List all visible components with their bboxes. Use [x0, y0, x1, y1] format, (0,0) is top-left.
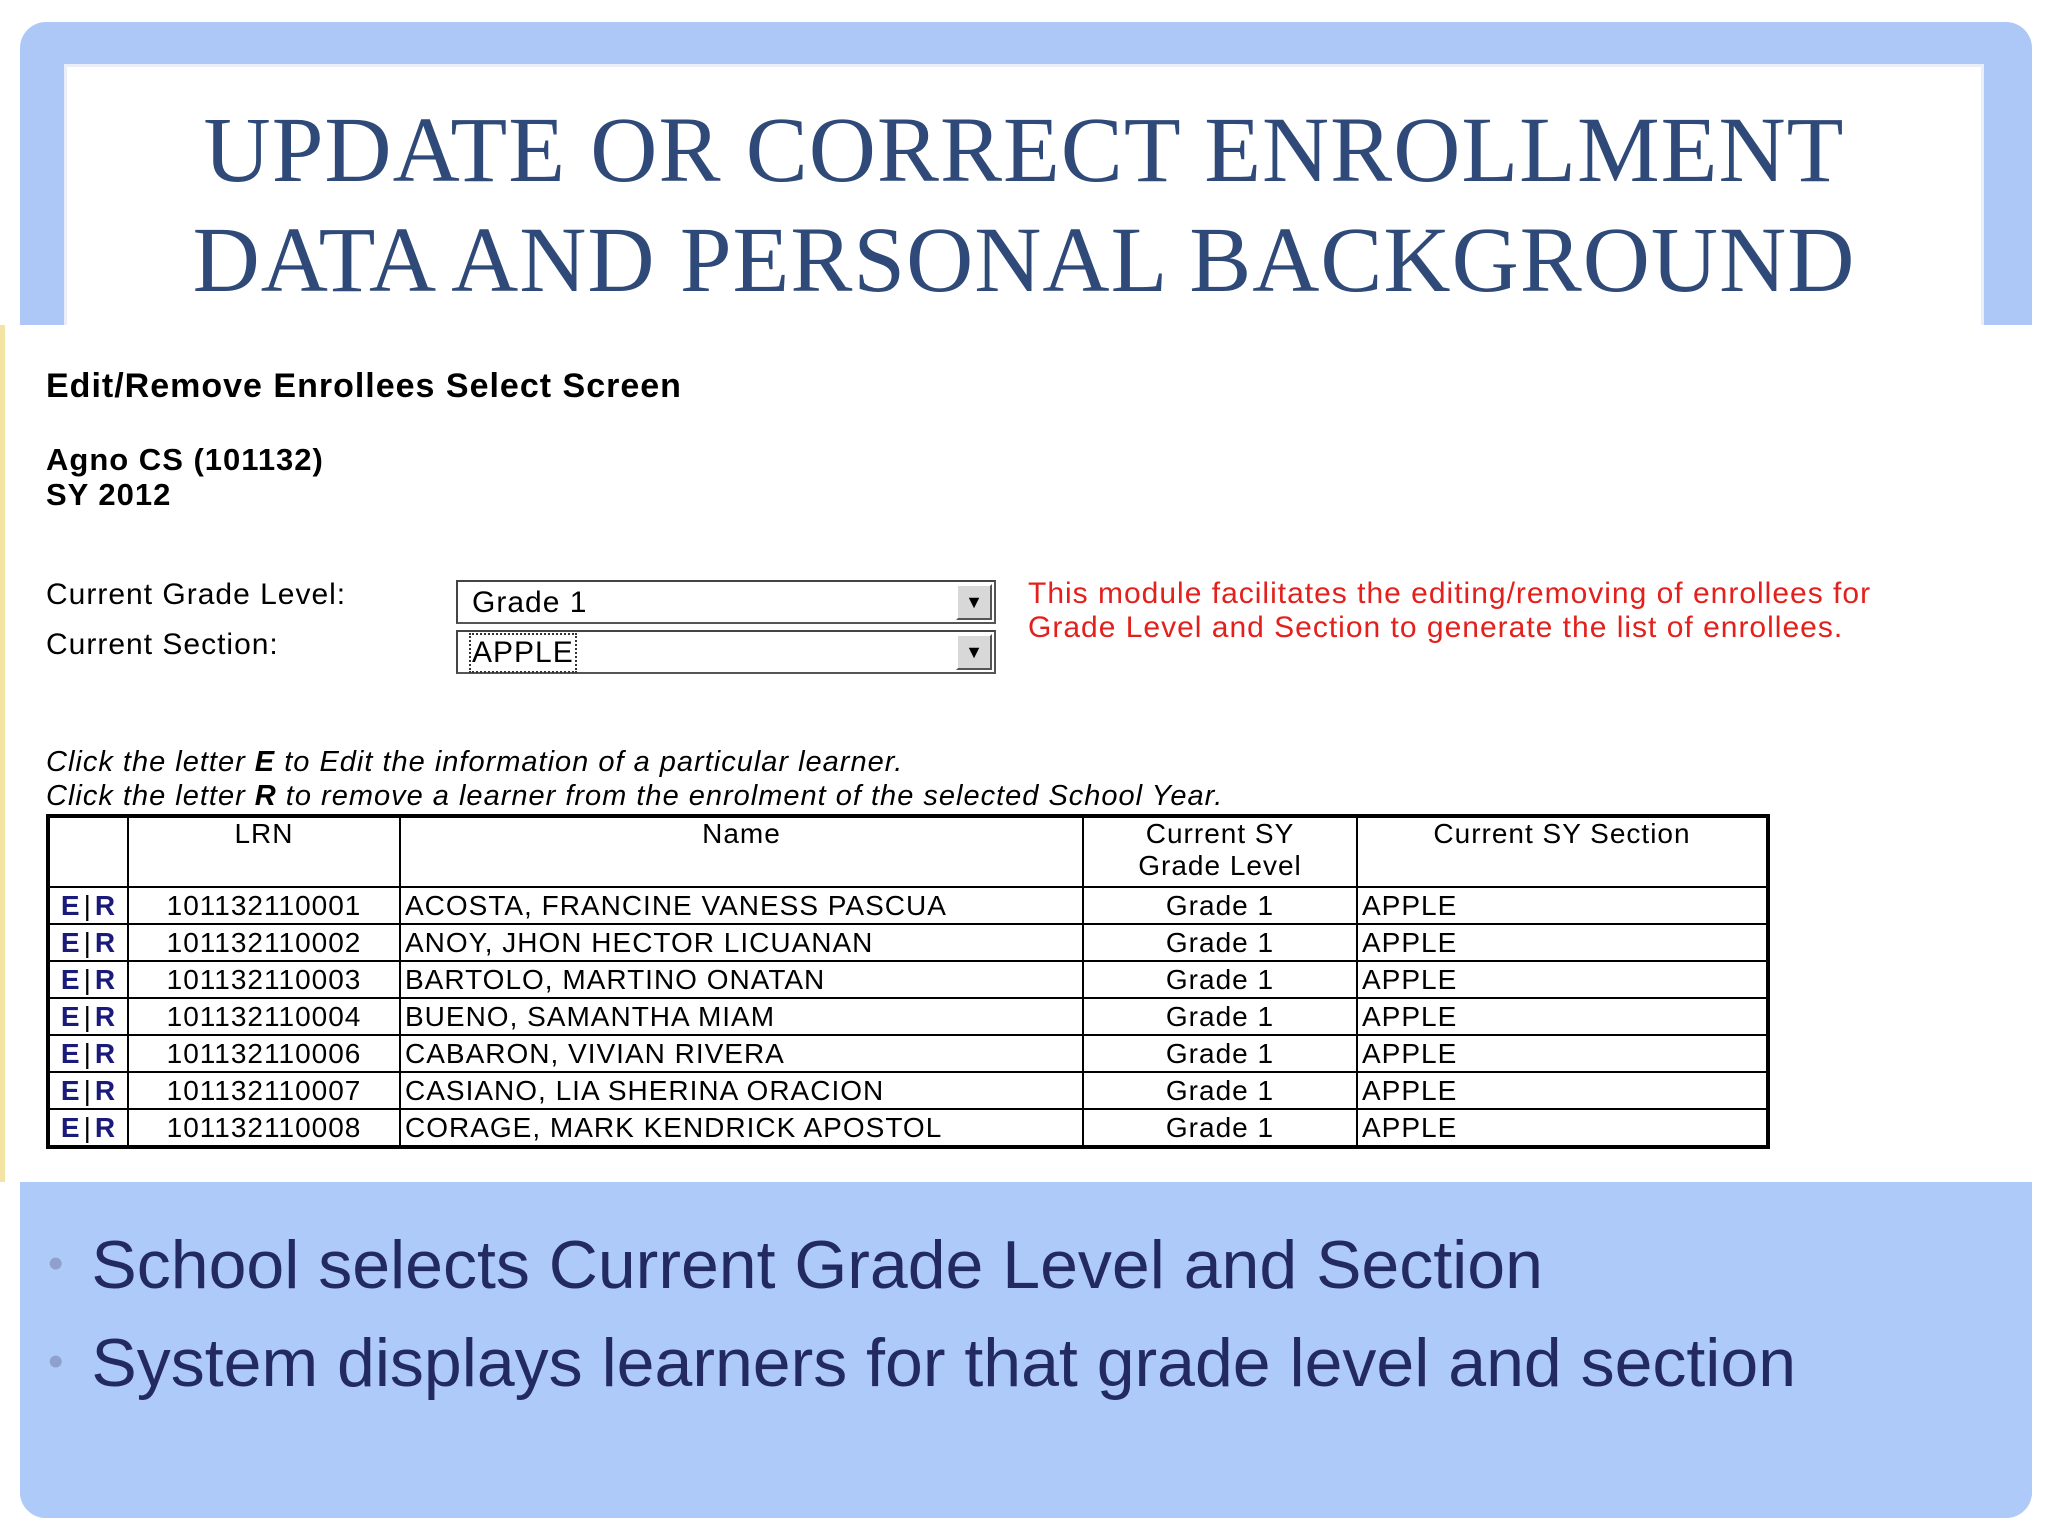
grade-cell: Grade 1	[1083, 1035, 1357, 1072]
grade-cell: Grade 1	[1083, 1109, 1357, 1147]
title-line-2: DATA AND PERSONAL BACKGROUND	[192, 209, 1856, 312]
row-actions	[48, 961, 128, 998]
grade-level-label: Current Grade Level:	[46, 578, 347, 611]
name-cell: ACOSTA, FRANCINE VANESS PASCUA	[400, 887, 1083, 924]
bullet-item-2	[48, 1324, 1796, 1402]
name-cell: ANOY, JHON HECTOR LICUANAN	[400, 924, 1083, 961]
name-cell: BUENO, SAMANTHA MIAM	[400, 998, 1083, 1035]
grade-column-header: Current SY Grade Level	[1083, 816, 1357, 887]
name-column-header: Name	[400, 816, 1083, 887]
grade-level-select[interactable]	[456, 580, 996, 624]
bullet-text-2: System displays learners for that grade level and section	[91, 1325, 1797, 1401]
name-cell: CABARON, VIVIAN RIVERA	[400, 1035, 1083, 1072]
row-actions	[48, 887, 128, 924]
enrollees-table	[46, 814, 1770, 1149]
chevron-down-icon[interactable]: ▼	[956, 634, 992, 670]
name-cell: CORAGE, MARK KENDRICK APOSTOL	[400, 1109, 1083, 1147]
slide-title	[64, 96, 1984, 316]
instruction-edit: Click the letter E to Edit the information of a particular learner.	[46, 746, 904, 778]
row-actions	[48, 1035, 128, 1072]
lrn-cell: 101132110008	[128, 1109, 400, 1147]
edit-link[interactable]: E	[60, 890, 81, 921]
screen-heading: Edit/Remove Enrollees Select Screen	[46, 367, 682, 405]
remove-link[interactable]: R	[94, 927, 117, 958]
lrn-cell: 101132110007	[128, 1072, 400, 1109]
section-select[interactable]	[456, 630, 996, 674]
module-info-text	[1028, 577, 1871, 645]
remove-link[interactable]: R	[94, 964, 117, 995]
section-value: APPLE	[472, 636, 574, 669]
table-row	[48, 924, 1768, 961]
info-line-2: Grade Level and Section to generate the list of enrollees.	[1028, 611, 1844, 644]
section-cell: APPLE	[1357, 924, 1768, 961]
action-separator: |	[83, 1001, 92, 1032]
action-column-header	[48, 816, 128, 887]
table-row	[48, 998, 1768, 1035]
section-cell: APPLE	[1357, 1072, 1768, 1109]
table-row	[48, 1072, 1768, 1109]
instruction-remove: Click the letter R to remove a learner from the enrolment of the selected School Year.	[46, 780, 1224, 812]
row-actions	[48, 1072, 128, 1109]
grade-cell: Grade 1	[1083, 961, 1357, 998]
lrn-cell: 101132110006	[128, 1035, 400, 1072]
grade-cell: Grade 1	[1083, 1072, 1357, 1109]
section-label: Current Section:	[46, 628, 279, 661]
section-cell: APPLE	[1357, 887, 1768, 924]
table-row	[48, 1109, 1768, 1147]
section-cell: APPLE	[1357, 1109, 1768, 1147]
edit-link[interactable]: E	[60, 964, 81, 995]
remove-link[interactable]: R	[94, 1001, 117, 1032]
remove-link[interactable]: R	[94, 1112, 117, 1143]
bullet-text-1: School selects Current Grade Level and Section	[91, 1227, 1543, 1303]
row-actions	[48, 998, 128, 1035]
info-line-1: This module facilitates the editing/removing of enrollees for	[1028, 577, 1872, 610]
bullet-icon: •	[48, 1337, 64, 1386]
school-info	[46, 442, 324, 512]
screenshot-edge	[0, 325, 5, 1182]
bullet-item-1	[48, 1226, 1543, 1304]
action-separator: |	[83, 1038, 92, 1069]
row-actions	[48, 924, 128, 961]
lrn-column-header: LRN	[128, 816, 400, 887]
section-cell: APPLE	[1357, 998, 1768, 1035]
table-row	[48, 961, 1768, 998]
instructions	[46, 745, 1223, 813]
edit-link[interactable]: E	[60, 1038, 81, 1069]
edit-link[interactable]: E	[60, 1075, 81, 1106]
table-row	[48, 1035, 1768, 1072]
grade-cell: Grade 1	[1083, 887, 1357, 924]
lrn-cell: 101132110002	[128, 924, 400, 961]
grade-cell: Grade 1	[1083, 998, 1357, 1035]
name-cell: BARTOLO, MARTINO ONATAN	[400, 961, 1083, 998]
grade-cell: Grade 1	[1083, 924, 1357, 961]
table-row	[48, 887, 1768, 924]
section-cell: APPLE	[1357, 1035, 1768, 1072]
section-column-header: Current SY Section	[1357, 816, 1768, 887]
bullet-icon: •	[48, 1239, 64, 1288]
grade-level-value: Grade 1	[472, 586, 588, 619]
remove-link[interactable]: R	[94, 1075, 117, 1106]
edit-link[interactable]: E	[60, 1001, 81, 1032]
remove-link[interactable]: R	[94, 1038, 117, 1069]
action-separator: |	[83, 890, 92, 921]
chevron-down-icon[interactable]: ▼	[956, 584, 992, 620]
school-year: SY 2012	[46, 477, 172, 512]
name-cell: CASIANO, LIA SHERINA ORACION	[400, 1072, 1083, 1109]
lrn-cell: 101132110003	[128, 961, 400, 998]
title-line-1: UPDATE OR CORRECT ENROLLMENT	[203, 99, 1845, 202]
action-separator: |	[83, 927, 92, 958]
action-separator: |	[83, 964, 92, 995]
edit-link[interactable]: E	[60, 1112, 81, 1143]
section-cell: APPLE	[1357, 961, 1768, 998]
remove-link[interactable]: R	[94, 890, 117, 921]
lrn-cell: 101132110001	[128, 887, 400, 924]
school-name: Agno CS (101132)	[46, 442, 324, 477]
action-separator: |	[83, 1075, 92, 1106]
lrn-cell: 101132110004	[128, 998, 400, 1035]
action-separator: |	[83, 1112, 92, 1143]
row-actions	[48, 1109, 128, 1147]
edit-link[interactable]: E	[60, 927, 81, 958]
table-header-row	[48, 816, 1768, 887]
